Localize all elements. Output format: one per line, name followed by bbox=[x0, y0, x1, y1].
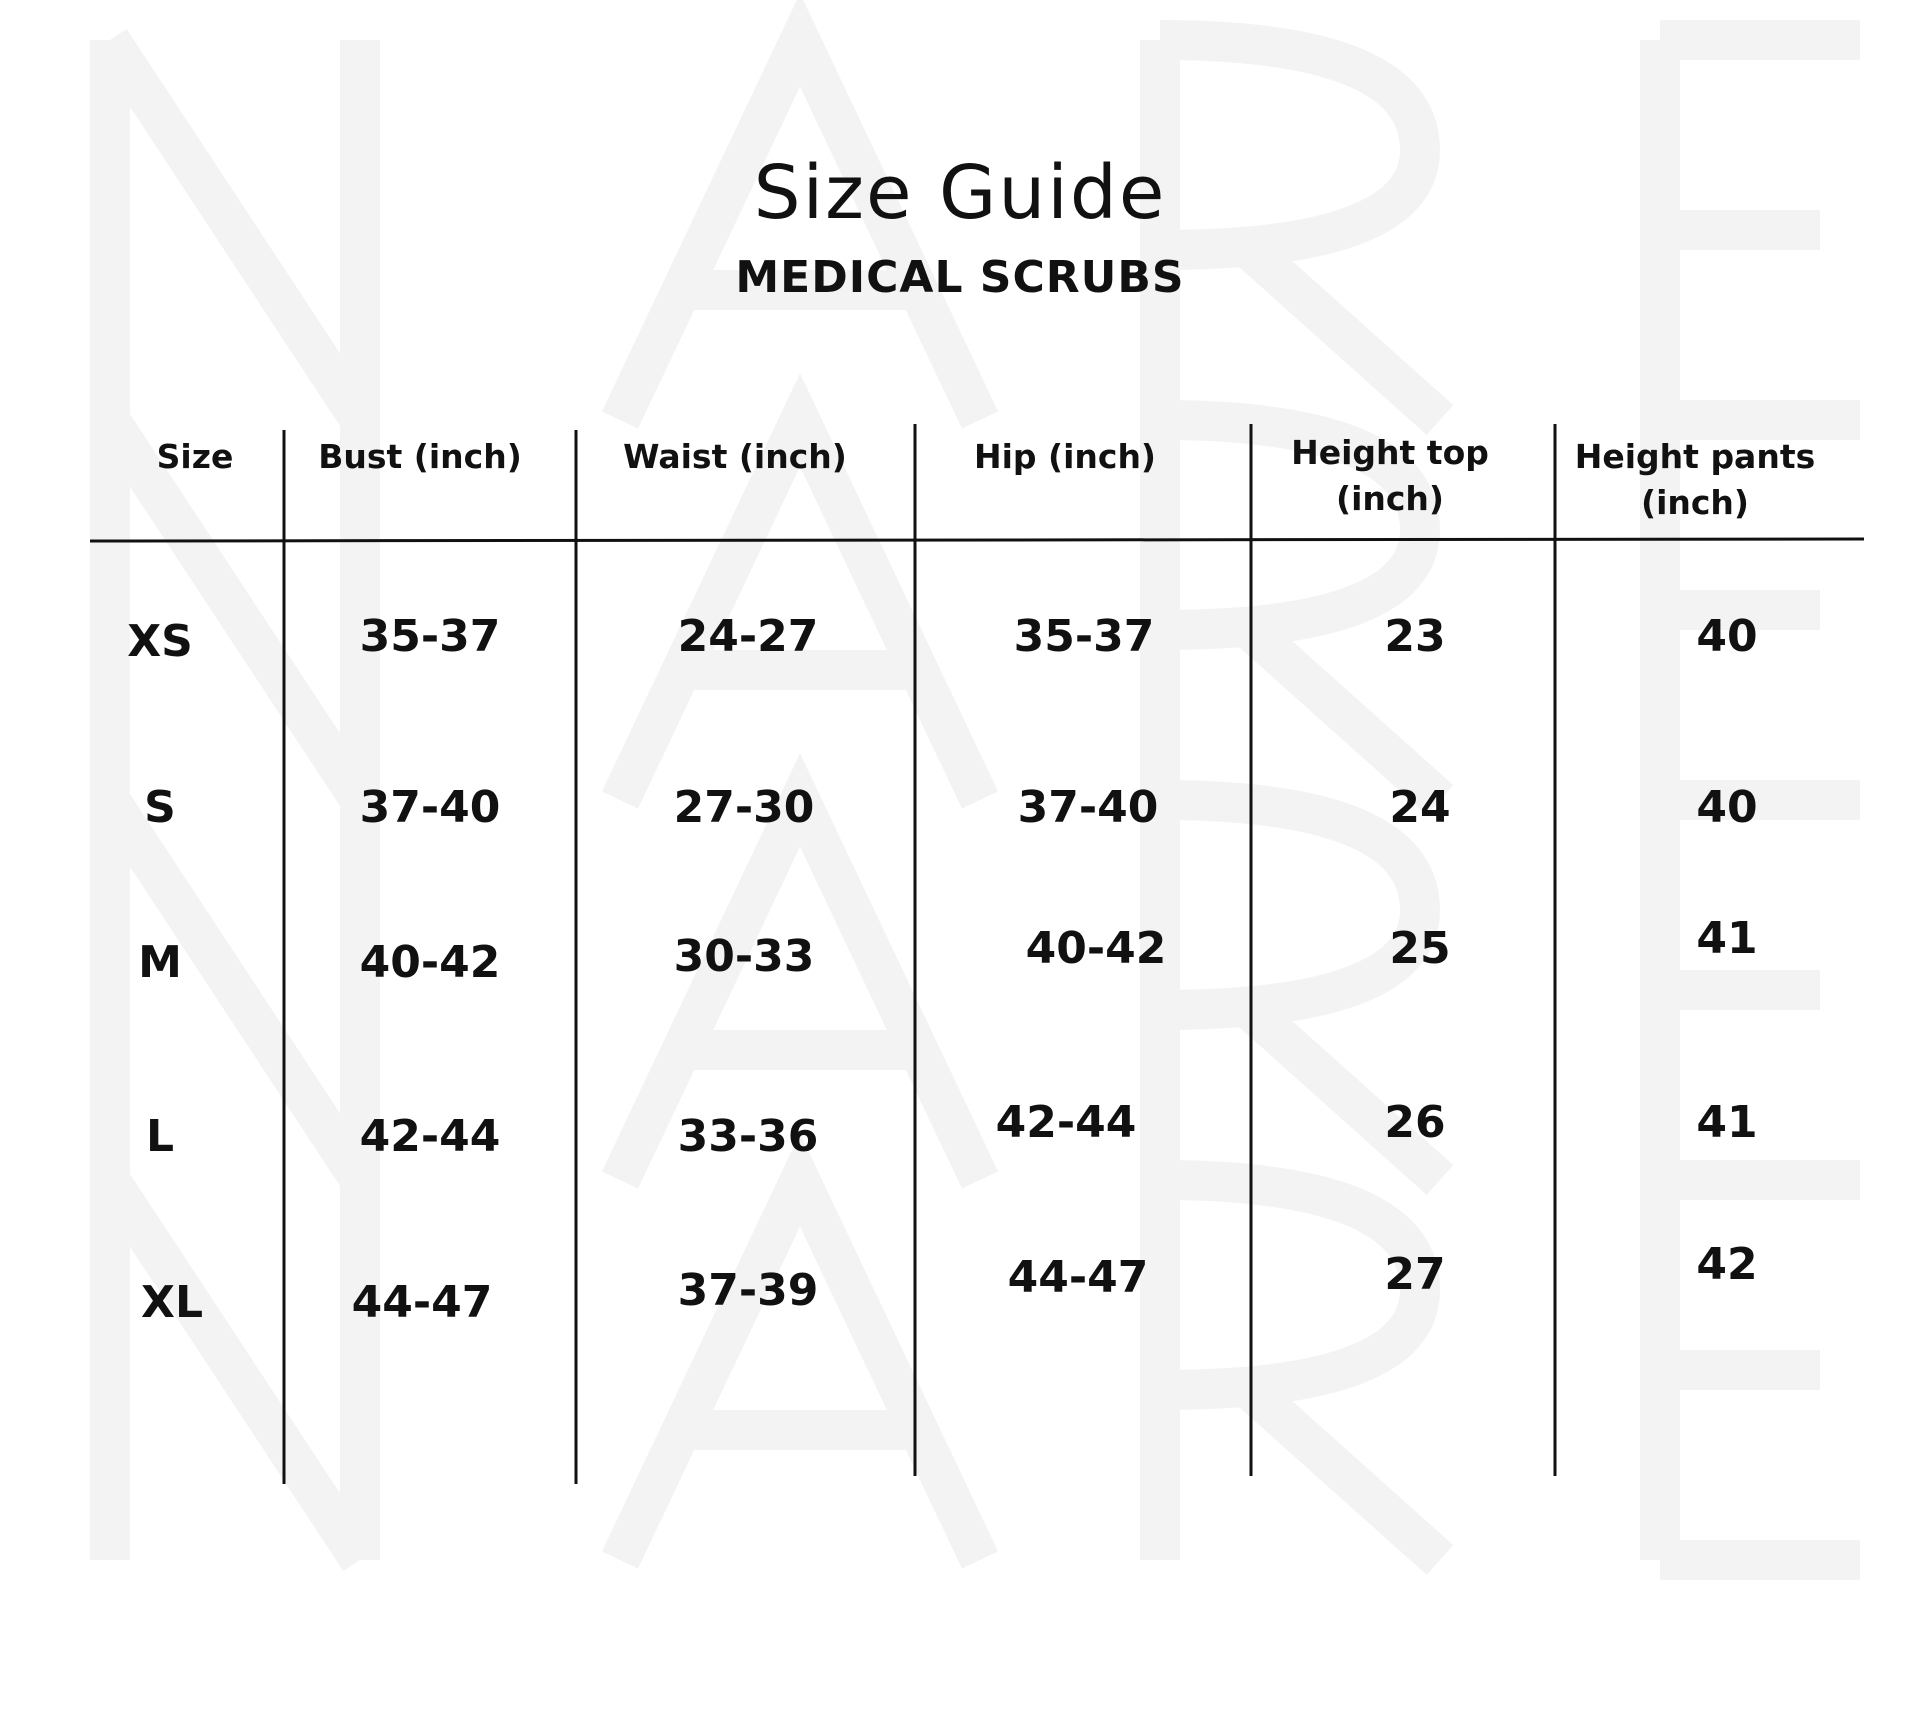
cell-height-top: 25 bbox=[1389, 923, 1451, 974]
cell-waist: 24-27 bbox=[677, 611, 819, 662]
cell-size: S bbox=[144, 782, 176, 833]
cell-waist: 27-30 bbox=[673, 782, 815, 833]
cell-size: XL bbox=[141, 1277, 203, 1328]
cell-bust: 35-37 bbox=[359, 611, 501, 662]
header-height-pants-line1: Height pants bbox=[1574, 437, 1816, 476]
cell-height-top: 27 bbox=[1384, 1249, 1446, 1300]
cell-hip: 37-40 bbox=[1017, 782, 1159, 833]
cell-bust: 37-40 bbox=[359, 782, 501, 833]
cell-height-pants: 40 bbox=[1696, 782, 1758, 833]
cell-bust: 40-42 bbox=[359, 937, 501, 988]
header-waist: Waist (inch) bbox=[623, 437, 847, 476]
cell-waist: 30-33 bbox=[673, 931, 815, 982]
header-height-top bbox=[1260, 430, 1520, 522]
header-divider bbox=[90, 539, 1864, 541]
cell-hip: 35-37 bbox=[1013, 611, 1155, 662]
header-size: Size bbox=[156, 437, 234, 476]
cell-height-top: 23 bbox=[1384, 611, 1446, 662]
page-subtitle: MEDICAL SCRUBS bbox=[735, 252, 1185, 303]
cell-height-pants: 42 bbox=[1696, 1239, 1758, 1290]
cell-size: XS bbox=[127, 616, 193, 667]
header-bust: Bust (inch) bbox=[318, 437, 522, 476]
cell-hip: 42-44 bbox=[995, 1097, 1137, 1148]
cell-hip: 44-47 bbox=[1007, 1252, 1149, 1303]
cell-waist: 33-36 bbox=[677, 1111, 819, 1162]
cell-height-top: 26 bbox=[1384, 1097, 1446, 1148]
cell-height-pants: 40 bbox=[1696, 611, 1758, 662]
header-hip: Hip (inch) bbox=[973, 437, 1157, 476]
header-height-top-line1: Height top bbox=[1291, 433, 1489, 472]
cell-bust: 44-47 bbox=[351, 1277, 493, 1328]
cell-waist: 37-39 bbox=[677, 1265, 819, 1316]
page-title: Size Guide bbox=[753, 150, 1167, 236]
cell-hip: 40-42 bbox=[1025, 923, 1167, 974]
cell-size: L bbox=[145, 1111, 175, 1162]
header-height-pants bbox=[1565, 434, 1825, 526]
cell-size: M bbox=[138, 937, 182, 988]
cell-bust: 42-44 bbox=[359, 1111, 501, 1162]
cell-height-pants: 41 bbox=[1696, 913, 1758, 964]
header-height-top-line2: (inch) bbox=[1335, 479, 1445, 518]
cell-height-top: 24 bbox=[1389, 782, 1451, 833]
header-height-pants-line2: (inch) bbox=[1640, 483, 1750, 522]
cell-height-pants: 41 bbox=[1696, 1097, 1758, 1148]
